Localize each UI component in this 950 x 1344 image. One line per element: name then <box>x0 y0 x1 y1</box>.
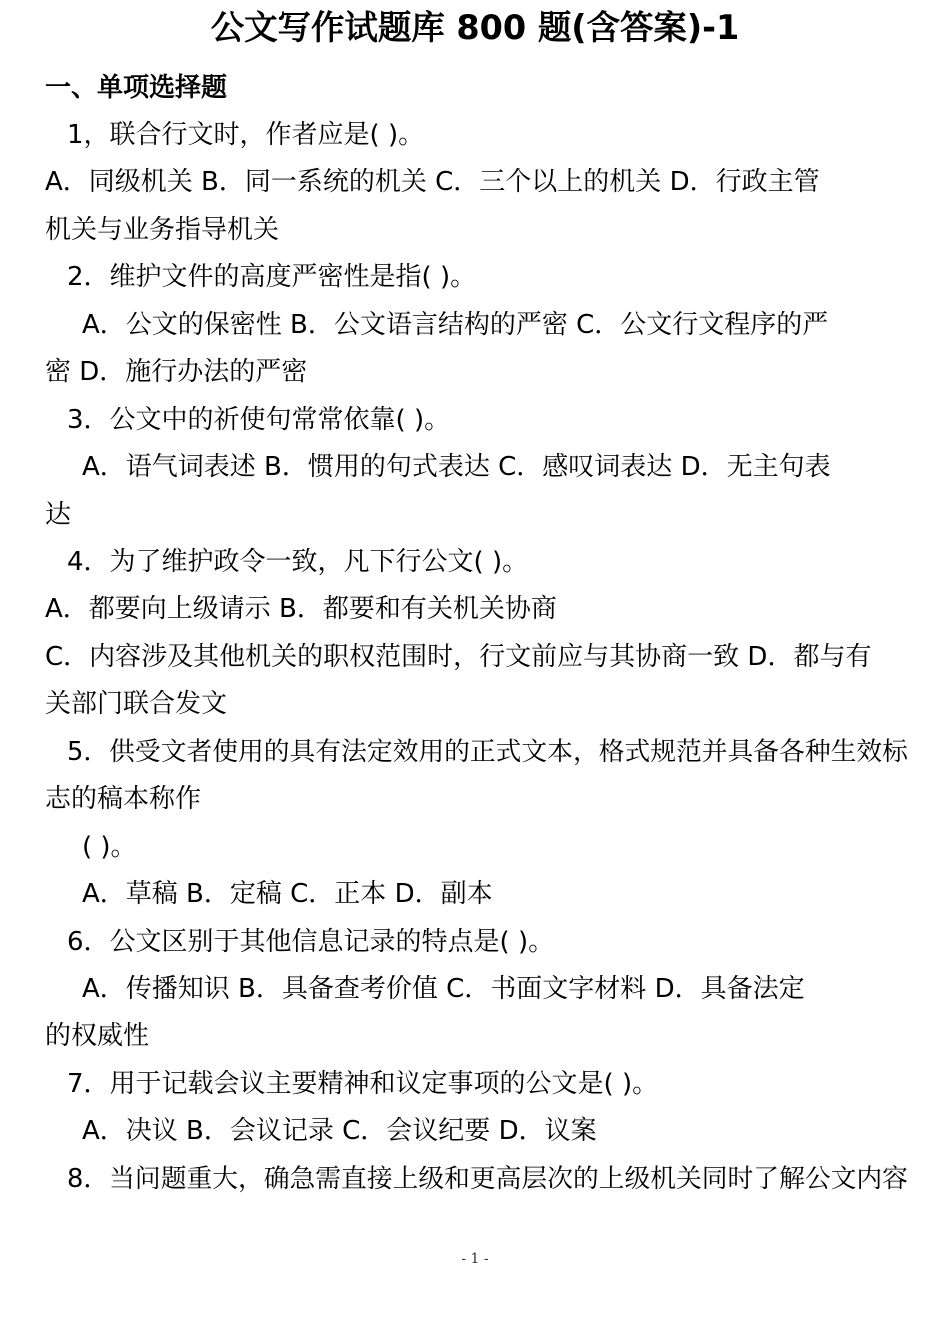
document-title: 公文写作试题库 800 题(含答案)-1 <box>210 8 740 47</box>
question-3: 3．公文中的祈使句常常依靠( )。 <box>67 405 451 435</box>
question-3-options-cont: 达 <box>45 500 72 530</box>
question-3-options: A．语气词表述 B．惯用的句式表达 C．感叹词表达 D．无主句表 <box>82 452 831 482</box>
question-5-blank: ( )。 <box>82 832 137 862</box>
question-5-options: A．草稿 B．定稿 C．正本 D．副本 <box>82 879 493 909</box>
question-2-options-cont: 密 D．施行办法的严密 <box>45 357 308 387</box>
question-1-options: A．同级机关 B．同一系统的机关 C．三个以上的机关 D．行政主管 <box>45 167 820 197</box>
page-number: - 1 - <box>461 1251 489 1267</box>
question-6-options-cont: 的权威性 <box>45 1021 150 1051</box>
question-7-options: A．决议 B．会议记录 C．会议纪要 D．议案 <box>82 1116 597 1146</box>
question-4-options-cd: C．内容涉及其他机关的职权范围时，行文前应与其协商一致 D．都与有 <box>45 642 872 672</box>
question-5: 5．供受文者使用的具有法定效用的正式文本，格式规范并具备各种生效标 <box>67 737 908 767</box>
question-4-options-cont: 关部门联合发文 <box>45 689 228 719</box>
section-heading: 一、单项选择题 <box>45 73 228 103</box>
question-1-options-cont: 机关与业务指导机关 <box>45 215 280 245</box>
question-2: 2．维护文件的高度严密性是指( )。 <box>67 262 477 292</box>
question-6: 6．公文区别于其他信息记录的特点是( )。 <box>67 927 555 957</box>
question-6-options: A．传播知识 B．具备查考价值 C．书面文字材料 D．具备法定 <box>82 974 805 1004</box>
question-5-cont: 志的稿本称作 <box>45 784 202 814</box>
question-4-options-ab: A．都要向上级请示 B．都要和有关机关协商 <box>45 594 557 624</box>
question-8: 8．当问题重大，确急需直接上级和更高层次的上级机关同时了解公文内容 <box>67 1164 908 1194</box>
question-2-options: A．公文的保密性 B．公文语言结构的严密 C．公文行文程序的严 <box>82 310 829 340</box>
question-1: 1，联合行文时，作者应是( )。 <box>67 120 425 150</box>
question-7: 7．用于记载会议主要精神和议定事项的公文是( )。 <box>67 1069 659 1099</box>
question-4: 4．为了维护政令一致，凡下行公文( )。 <box>67 547 529 577</box>
